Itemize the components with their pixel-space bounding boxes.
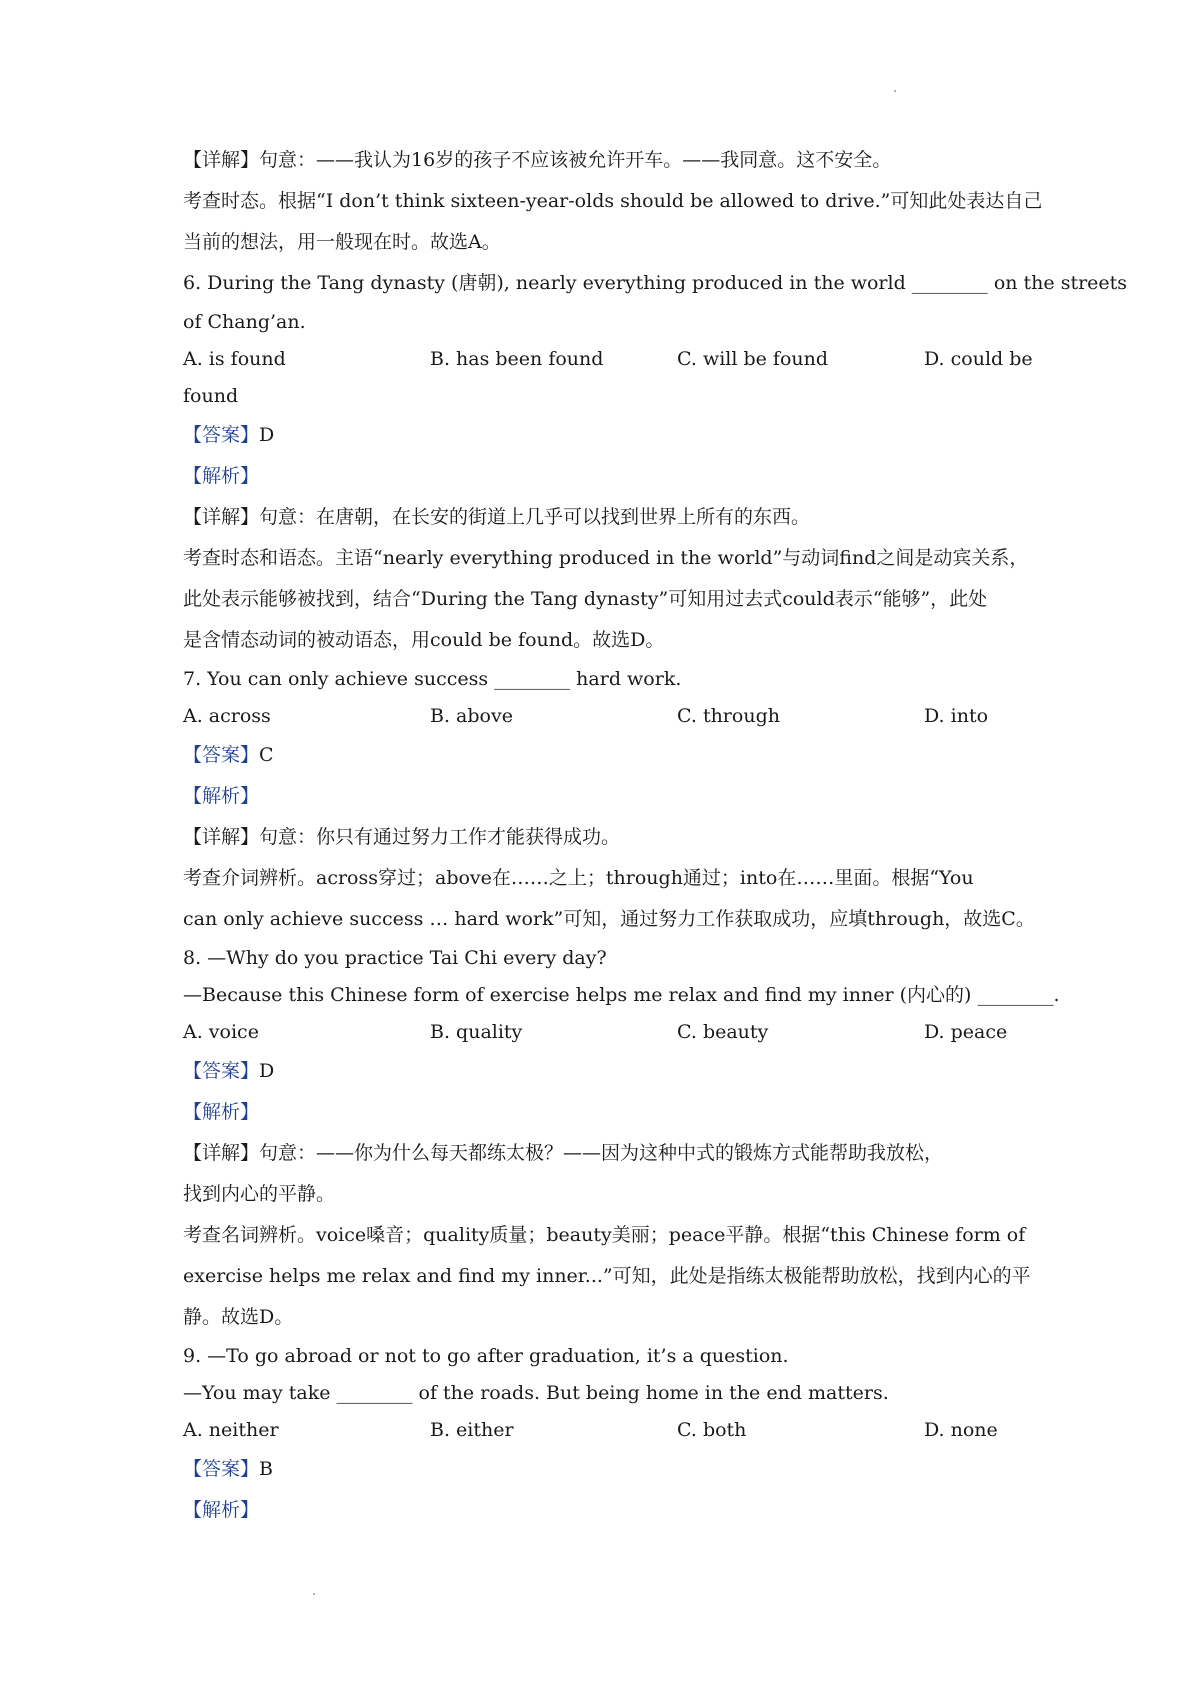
q9-option-b: B. either <box>430 1419 514 1441</box>
q8-option-c: C. beauty <box>677 1021 769 1043</box>
q7-analysis-line-1: 考查介词辨析。across穿过；above在……之上；through通过；into在……里面。根据“You <box>183 867 974 889</box>
q9-answer <box>183 1449 1033 1490</box>
q6-option-b: B. has been found <box>430 348 604 370</box>
q6-answer-label: 【答案】 <box>183 424 260 446</box>
q6-answer-value: D <box>259 424 275 446</box>
q9-answer-label: 【答案】 <box>183 1458 260 1480</box>
q9-option-d: D. none <box>924 1419 998 1441</box>
q5-detail-label: 【详解】 <box>183 149 260 171</box>
q6-options <box>183 341 1033 378</box>
q7-option-c: C. through <box>677 705 780 727</box>
q8-analysis-line-3: 静。故选D。 <box>183 1306 294 1328</box>
q5-detail-meaning: 【详解】句意：——我认为16岁的孩子不应该被允许开车。——我同意。这不安全。 <box>183 149 892 171</box>
q7-detail-meaning: 【详解】句意：你只有通过努力工作才能获得成功。 <box>183 826 621 848</box>
q8-option-d: D. peace <box>924 1021 1008 1043</box>
q7-option-d: D. into <box>924 705 989 727</box>
q6-detail-label: 【详解】 <box>183 506 260 528</box>
q8-options <box>183 1014 1033 1051</box>
q7-options <box>183 698 1033 735</box>
q8-analysis-line-1: 考查名词辨析。voice嗓音；quality质量；beauty美丽；peace平静。根据“this Chinese form of <box>183 1224 1026 1246</box>
q9-answer-value: B <box>259 1458 273 1480</box>
q8-detail-meaning-1: 【详解】句意：——你为什么每天都练太极？——因为这种中式的锻炼方式能帮助我放松， <box>183 1142 944 1164</box>
q8-analysis-line-2: exercise helps me relax and find my inner...”可知，此处是指练太极能帮助放松，找到内心的平 <box>183 1265 1031 1287</box>
q7-answer-label: 【答案】 <box>183 744 260 766</box>
q5-analysis-line-1: 考查时态。根据“I don’t think sixteen-year-olds should be allowed to drive.”可知此处表达自己 <box>183 190 1043 212</box>
q9-analysis-label: 【解析】 <box>183 1499 260 1521</box>
q6-analysis-line-3: 是含情态动词的被动语态，用could be found。故选D。 <box>183 629 665 651</box>
scan-speck-bottom <box>313 1593 315 1595</box>
q9-option-a: A. neither <box>183 1419 279 1441</box>
q7-detail-label: 【详解】 <box>183 826 260 848</box>
q6-option-d-wrap: found <box>183 385 239 407</box>
q6-analysis-line-2: 此处表示能够被找到，结合“During the Tang dynasty”可知用过去式could表示“能够”，此处 <box>183 588 988 610</box>
q9-options <box>183 1412 1033 1449</box>
q8-option-a: A. voice <box>183 1021 259 1043</box>
q6-option-d: D. could be <box>924 348 1033 370</box>
q9-option-c: C. both <box>677 1419 747 1441</box>
q9-stem-line-1: 9. —To go abroad or not to go after graduation, it’s a question. <box>183 1345 789 1367</box>
q6-detail-meaning: 【详解】句意：在唐朝，在长安的街道上几乎可以找到世界上所有的东西。 <box>183 506 811 528</box>
q8-detail-meaning-2: 找到内心的平静。 <box>183 1183 336 1205</box>
q6-answer <box>183 415 1033 456</box>
q6-option-c: C. will be found <box>677 348 829 370</box>
q7-answer-value: C <box>259 744 274 766</box>
q6-option-a: A. is found <box>183 348 286 370</box>
q6-analysis-line-1: 考查时态和语态。主语“nearly everything produced in the world”与动词find之间是动宾关系， <box>183 547 1029 569</box>
q8-stem-line-2: —Because this Chinese form of exercise helps me relax and find my inner (内心的) ________. <box>183 984 1060 1006</box>
q9-stem-line-2: —You may take ________ of the roads. But being home in the end matters. <box>183 1382 889 1404</box>
q6-analysis-label: 【解析】 <box>183 465 260 487</box>
q8-detail-label: 【详解】 <box>183 1142 260 1164</box>
q7-option-a: A. across <box>183 705 271 727</box>
q8-answer-value: D <box>259 1060 275 1082</box>
q8-analysis-label: 【解析】 <box>183 1101 260 1123</box>
q7-analysis-line-2: can only achieve success … hard work”可知，通过努力工作获取成功，应填through，故选C。 <box>183 908 1035 930</box>
q8-stem-line-1: 8. —Why do you practice Tai Chi every day? <box>183 947 607 969</box>
q6-stem-line-1: 6. During the Tang dynasty (唐朝), nearly everything produced in the world ________ on the streets <box>183 272 1128 294</box>
document-page <box>183 140 1128 1531</box>
q5-analysis-line-2: 当前的想法，用一般现在时。故选A。 <box>183 231 501 253</box>
q7-answer <box>183 735 1033 776</box>
q6-stem-line-2: of Chang’an. <box>183 311 306 333</box>
q8-answer <box>183 1051 1033 1092</box>
q7-stem: 7. You can only achieve success ________ hard work. <box>183 668 682 690</box>
q7-option-b: B. above <box>430 705 513 727</box>
q8-answer-label: 【答案】 <box>183 1060 260 1082</box>
scan-speck-top <box>894 90 896 92</box>
q7-analysis-label: 【解析】 <box>183 785 260 807</box>
q8-option-b: B. quality <box>430 1021 523 1043</box>
